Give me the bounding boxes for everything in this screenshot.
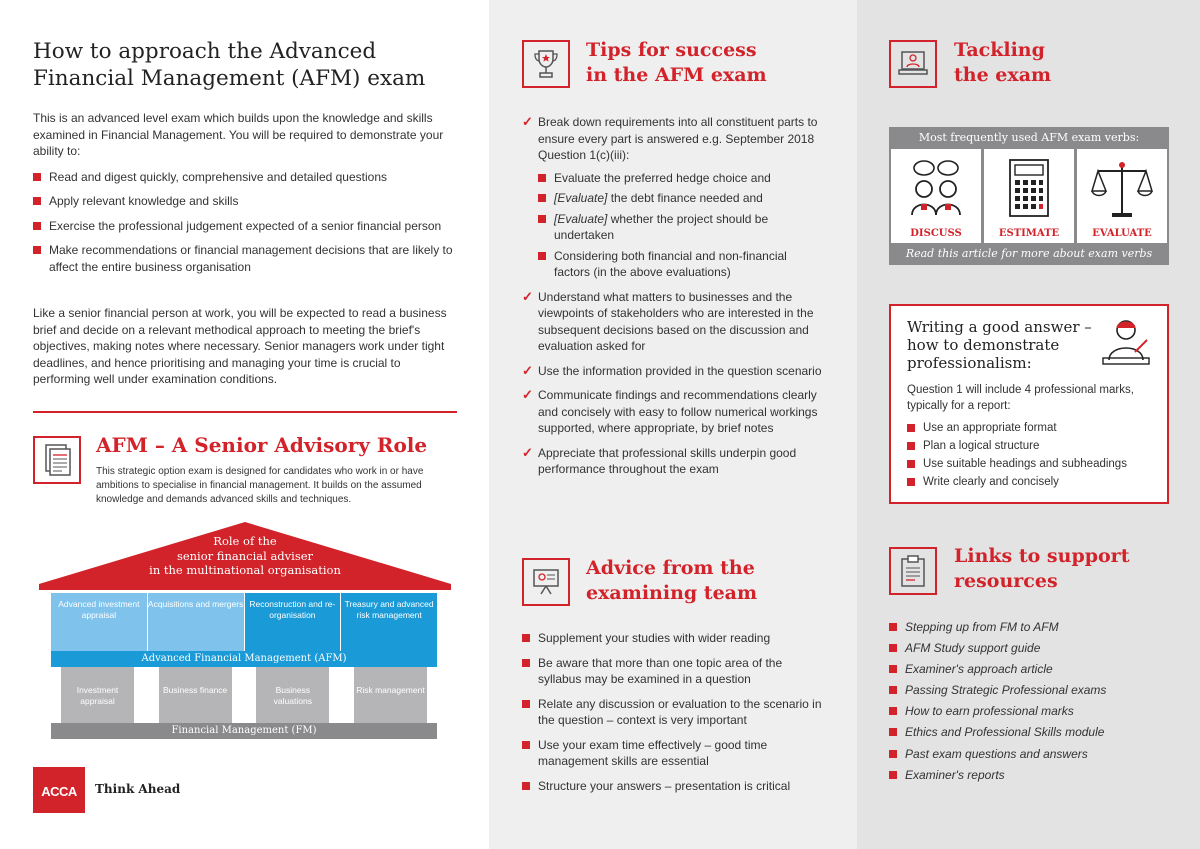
tips-list <box>522 114 822 478</box>
writing-list <box>907 420 1151 490</box>
writer-icon <box>1099 316 1153 372</box>
check-icon: ✓ <box>522 444 533 460</box>
sub-list <box>538 170 822 281</box>
intro-paragraph: Like a senior financial person at work, you will be expected to read a business brief and decide on a relevant methodical approach to meeting the brief's objectives, making notes where necessary. Senior managers work under tight deadlines, and hence prioritising and managing your time is crucial to performing well under examination conditions. <box>33 306 447 386</box>
list-item <box>522 114 822 281</box>
verb-label: ESTIMATE <box>998 228 1060 239</box>
links-list <box>889 619 1159 783</box>
fm-pillar: Investment appraisal <box>61 667 134 723</box>
resource-link[interactable]: AFM Study support guide <box>889 640 1159 657</box>
check-icon: ✓ <box>522 114 533 129</box>
pillar-label: Advanced investment appraisal <box>58 599 140 620</box>
pillar-label: Treasury and advanced risk management <box>344 599 434 620</box>
discuss-icon <box>904 157 968 221</box>
list-item: Be aware that more than one topic area of the syllabus may be examined in a question <box>522 655 827 688</box>
verb-label: DISCUSS <box>910 228 962 239</box>
heading-line: examining team <box>586 582 758 604</box>
list-item: Supplement your studies with wider reading <box>522 630 827 647</box>
list-item: Exercise the professional judgement expected of a senior financial person <box>33 218 453 235</box>
afm-pillar <box>341 593 437 651</box>
list-item <box>522 445 822 478</box>
advice-list <box>522 630 827 794</box>
exam-verbs-panel <box>889 127 1169 265</box>
tackling-heading <box>954 38 1051 88</box>
sub-text: the debt finance needed and <box>610 191 763 205</box>
verbs-article-link[interactable]: Read this article for more about exam verbs <box>905 247 1153 260</box>
links-heading <box>954 544 1129 594</box>
presentation-icon <box>522 558 570 606</box>
tip-text: Use the information provided in the question scenario <box>538 363 822 378</box>
afm-band: Advanced Financial Management (AFM) <box>51 651 437 667</box>
resource-link[interactable]: How to earn professional marks <box>889 703 1159 720</box>
calculator-icon <box>1004 157 1054 221</box>
intro-bullets <box>33 169 453 276</box>
tip-text: Break down requirements into all constituent parts to ensure every part is answered e.g. September 2018 Question 1(c)(iii): <box>538 115 818 162</box>
resource-link[interactable]: Past exam questions and answers <box>889 746 1159 763</box>
writing-answer-box <box>889 304 1169 504</box>
tip-text: Appreciate that professional skills underpin good performance throughout the exam <box>538 445 797 476</box>
verbs-row <box>889 149 1169 243</box>
writing-text: Question 1 will include 4 professional marks, typically for a report: <box>907 384 1134 412</box>
advice-heading <box>586 556 757 606</box>
resource-link[interactable]: Passing Strategic Professional exams <box>889 682 1159 699</box>
list-item: Read and digest quickly, comprehensive and detailed questions <box>33 169 453 186</box>
afm-pillar <box>245 593 342 651</box>
fm-pillar: Business finance <box>159 667 232 723</box>
divider <box>33 411 457 413</box>
check-icon: ✓ <box>522 362 533 378</box>
tagline: Think Ahead <box>95 782 181 796</box>
verb-discuss <box>891 149 981 243</box>
tip-text: Communicate findings and recommendations clearly and concisely with easy to follow numerical workings supported, where appropriate, by brief notes <box>538 388 818 435</box>
roof-line: in the multinational organisation <box>149 563 341 577</box>
page-title: How to approach the Advanced Financial Management (AFM) exam <box>33 39 426 91</box>
list-item: Plan a logical structure <box>907 438 1151 454</box>
writing-heading: Writing a good answer – how to demonstrate professionalism: <box>907 318 1092 372</box>
check-icon: ✓ <box>522 288 533 304</box>
tip-text: Understand what matters to businesses and the viewpoints of stakeholders who are interested in the subsequent decisions based on the discussion and evaluation asked for <box>538 289 814 353</box>
roof-text <box>93 534 397 578</box>
list-item: Make recommendations or financial management decisions that are likely to affect the entire business organisation <box>33 242 453 275</box>
verbs-title: Most frequently used AFM exam verbs: <box>918 131 1140 144</box>
list-item: Use suitable headings and subheadings <box>907 456 1151 472</box>
fm-band: Financial Management (FM) <box>51 723 437 739</box>
list-item: Relate any discussion or evaluation to the scenario in the question – context is very important <box>522 696 827 729</box>
list-item: Use your exam time effectively – good time management skills are essential <box>522 737 827 770</box>
tips-section <box>522 114 822 486</box>
verb-estimate <box>984 149 1074 243</box>
intro-text: This is an advanced level exam which builds upon the knowledge and skills examined in Financial Management. You will be required to demonstrate your ability to: <box>33 111 444 158</box>
afm-pillar <box>51 593 148 651</box>
italic-verb: [Evaluate] <box>554 211 608 226</box>
trophy-icon <box>522 40 570 88</box>
advisory-heading: AFM – A Senior Advisory Role <box>96 433 428 457</box>
heading-line: Tips for success <box>586 39 757 61</box>
links-section <box>889 619 1159 788</box>
fm-pillar: Risk management <box>354 667 427 723</box>
list-item <box>522 363 822 380</box>
intro-section <box>33 110 453 283</box>
scales-icon <box>1090 157 1154 221</box>
heading-line: in the AFM exam <box>586 64 767 86</box>
fm-pillar: Business valuations <box>256 667 329 723</box>
roof-line: Role of the <box>213 534 277 548</box>
resource-link[interactable]: Examiner's reports <box>889 767 1159 784</box>
document-icon <box>33 436 81 484</box>
list-item: Evaluate the preferred hedge choice and <box>538 170 822 187</box>
advisory-description: This strategic option exam is designed for candidates who work in or have ambitions to specialise in financial management. It builds on the assumed knowledge and demands advanced skills and techniques. <box>96 466 424 505</box>
tips-heading <box>586 38 767 88</box>
pillar-label: Reconstruction and re-organisation <box>249 599 336 620</box>
afm-pillar <box>148 593 245 651</box>
list-item <box>522 289 822 355</box>
pillar-label: Acquisitions and mergers <box>147 599 244 609</box>
list-item: Structure your answers – presentation is critical <box>522 778 827 795</box>
list-item <box>522 387 822 437</box>
italic-verb: [Evaluate] <box>554 191 608 205</box>
afm-diagram <box>33 520 457 742</box>
laptop-user-icon <box>889 40 937 88</box>
list-item: Apply relevant knowledge and skills <box>33 193 453 210</box>
list-item <box>538 190 822 207</box>
heading-line: the exam <box>954 64 1052 86</box>
roof-line: senior financial adviser <box>176 548 314 563</box>
verb-evaluate <box>1077 149 1167 243</box>
sub-text: whether the project should be undertaken <box>554 211 769 242</box>
list-item: Considering both financial and non-financial factors (in the above evaluations) <box>538 248 822 281</box>
clipboard-icon <box>889 547 937 595</box>
list-item: Write clearly and concisely <box>907 474 1151 490</box>
heading-line: Tackling <box>954 39 1045 61</box>
advice-section <box>522 630 827 802</box>
check-icon: ✓ <box>522 387 533 402</box>
afm-pillars <box>51 593 437 651</box>
list-item: Use an appropriate format <box>907 420 1151 436</box>
fm-pillars <box>61 667 427 723</box>
heading-line: Links to support <box>954 545 1130 567</box>
verb-label: EVALUATE <box>1092 228 1152 239</box>
acca-logo: ACCA <box>33 767 85 813</box>
heading-line: Advice from the <box>586 557 755 579</box>
heading-line: resources <box>954 570 1058 592</box>
resource-link[interactable]: Examiner's approach article <box>889 661 1159 678</box>
resource-link[interactable]: Ethics and Professional Skills module <box>889 724 1159 741</box>
resource-link[interactable]: Stepping up from FM to AFM <box>889 619 1159 636</box>
list-item <box>538 211 822 244</box>
